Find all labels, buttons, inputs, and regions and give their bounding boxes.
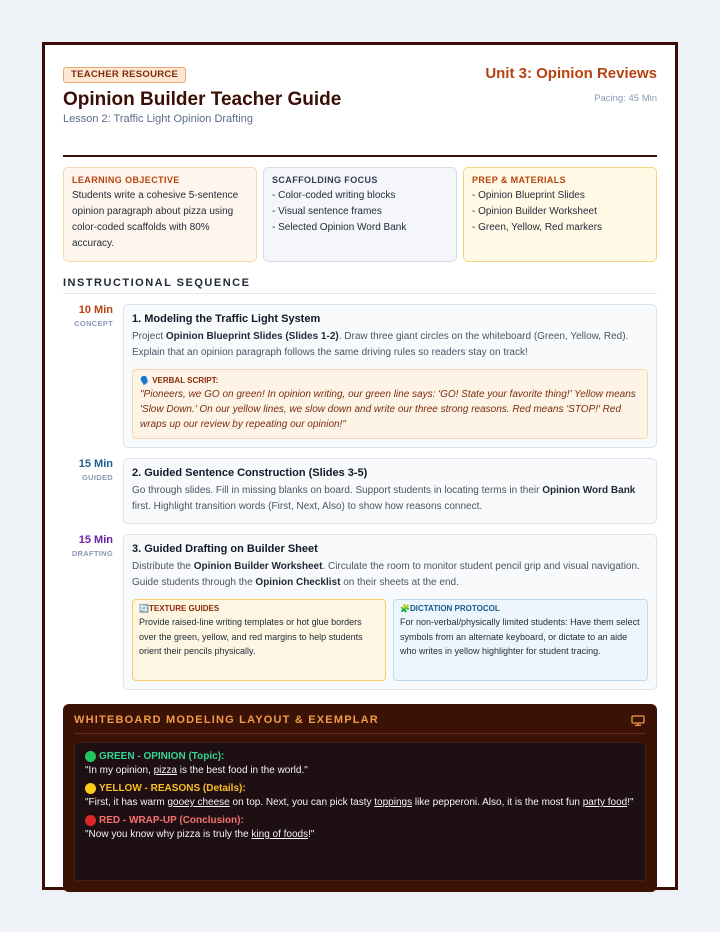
texture-guides-text: Provide raised-line writing templates or hot glue borders over the green, yellow, and red margins to help students orient their pencils physically. <box>139 617 363 656</box>
whiteboard-panel <box>63 704 657 892</box>
texture-guides-card <box>132 599 386 681</box>
green-opinion-text: "In my opinion, pizza is the best food in the world." <box>85 765 308 776</box>
step-title: 1. Modeling the Traffic Light System <box>132 313 321 325</box>
step-time <box>63 458 113 482</box>
objective-title: LEARNING OBJECTIVE <box>72 175 180 185</box>
green-opinion-heading: GREEN - OPINION (Topic): <box>85 751 635 762</box>
repeat-icon: 🔄 <box>139 604 149 613</box>
materials-item: - Opinion Blueprint Slides <box>472 190 585 201</box>
page-title: Opinion Builder Teacher Guide <box>63 89 342 110</box>
verbal-script-label: 🗣️ VERBAL SCRIPT: <box>140 376 219 385</box>
step-box <box>123 534 657 690</box>
verbal-script <box>132 369 648 439</box>
step-description: Go through slides. Fill in missing blanks on board. Support students in locating terms in their Opinion Word Bank first. Highlight transition words (First, Next, Also) to show how reasons connect. <box>132 485 636 512</box>
materials-card <box>463 167 657 262</box>
red-wrapup-heading: RED - WRAP-UP (Conclusion): <box>85 815 635 826</box>
objective-text: Students write a cohesive 5-sentence opinion paragraph about pizza using color-coded scaffolds with 80% accuracy. <box>72 190 239 249</box>
unit-title: Unit 3: Opinion Reviews <box>485 65 657 82</box>
step-time <box>63 304 113 328</box>
step-title: 3. Guided Drafting on Builder Sheet <box>132 543 318 555</box>
green-circle-icon <box>85 751 96 762</box>
step-box <box>123 304 657 448</box>
red-wrapup-text: "Now you know why pizza is truly the king of foods!" <box>85 829 315 840</box>
dictation-protocol-label: 🧩DICTATION PROTOCOL <box>400 604 500 613</box>
sequence-step <box>63 458 657 524</box>
scaffolding-title: SCAFFOLDING FOCUS <box>272 175 378 185</box>
step-phase: DRAFTING <box>71 549 113 558</box>
sequence-step <box>63 534 657 690</box>
sequence-heading: INSTRUCTIONAL SEQUENCE <box>63 277 657 294</box>
verbal-script-text: "Pioneers, we GO on green! In opinion writing, our green line says: 'GO! State your favorite thing!' Yellow means 'Slow Down.' On our yellow lines, we slow down and write our three strong reasons. Red means 'STOP!' Red wraps up our review by repeating our opinion!" <box>140 389 636 430</box>
yellow-circle-icon <box>85 783 96 794</box>
yellow-reasons-text: "First, it has warm gooey cheese on top. Next, you can pick tasty toppings like pepperoni. Also, it is the most fun party food!" <box>85 797 634 808</box>
scaffolding-item: - Visual sentence frames <box>272 206 382 217</box>
page-header <box>63 65 657 157</box>
step-description: Project Opinion Blueprint Slides (Slides 1-2). Draw three giant circles on the whiteboard (Green, Yellow, Red). Explain that an opinion paragraph follows the same driving rules so readers stay on track! <box>132 331 629 358</box>
guide-content <box>63 65 657 840</box>
whiteboard-divider <box>74 733 646 734</box>
speaker-icon: 🗣️ <box>140 376 150 385</box>
step-time <box>63 534 113 558</box>
dictation-protocol-text: For non-verbal/physically limited students: Have them select symbols from an alternate keyboard, or dictate to an aide who writes in yellow highlighter for student tracing. <box>400 617 640 656</box>
step-box <box>123 458 657 524</box>
lesson-subtitle: Lesson 2: Traffic Light Opinion Drafting <box>63 113 253 125</box>
step-phase: GUIDED <box>82 473 113 482</box>
resource-badge: TEACHER RESOURCE <box>63 67 186 83</box>
step-duration: 15 Min <box>78 534 113 546</box>
materials-item: - Opinion Builder Worksheet <box>472 206 597 217</box>
sequence-step <box>63 304 657 448</box>
whiteboard-title: WHITEBOARD MODELING LAYOUT & EXEMPLAR <box>74 714 379 726</box>
step-phase: CONCEPT <box>74 319 113 328</box>
pacing-label: Pacing: 45 Min <box>594 93 657 104</box>
red-circle-icon <box>85 815 96 826</box>
guide-page <box>42 42 678 890</box>
support-cards <box>132 599 648 681</box>
step-title: 2. Guided Sentence Construction (Slides 3-5) <box>132 467 368 479</box>
scaffolding-item: - Color-coded writing blocks <box>272 190 396 201</box>
whiteboard-exemplar <box>74 742 646 881</box>
materials-item: - Green, Yellow, Red markers <box>472 222 603 233</box>
yellow-reasons-heading: YELLOW - REASONS (Details): <box>85 783 635 794</box>
texture-guides-label: 🔄TEXTURE GUIDES <box>139 604 220 613</box>
step-duration: 15 Min <box>78 458 113 470</box>
step-duration: 10 Min <box>78 304 113 316</box>
monitor-icon <box>631 715 645 726</box>
dictation-protocol-card <box>393 599 648 681</box>
scaffolding-card <box>263 167 457 262</box>
objective-card <box>63 167 257 262</box>
scaffolding-item: - Selected Opinion Word Bank <box>272 222 407 233</box>
step-description: Distribute the Opinion Builder Worksheet. Circulate the room to monitor student pencil grip and visual navigation. Guide students through the Opinion Checklist on their sheets at the end. <box>132 561 640 588</box>
materials-title: PREP & MATERIALS <box>472 175 567 185</box>
puzzle-icon: 🧩 <box>400 604 410 613</box>
info-cards <box>63 167 657 265</box>
